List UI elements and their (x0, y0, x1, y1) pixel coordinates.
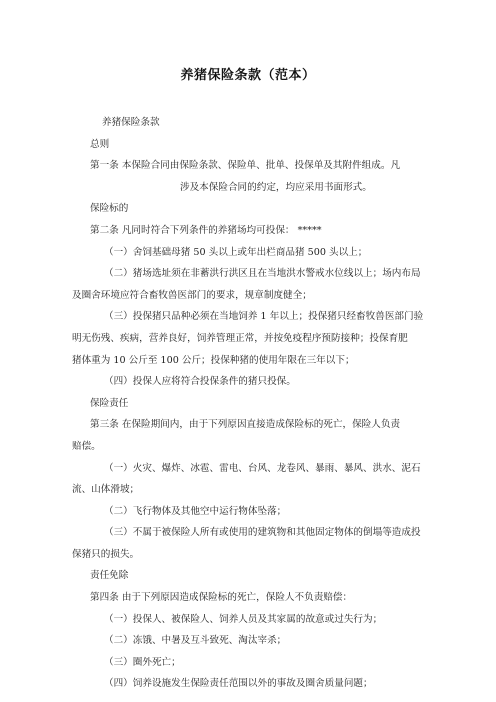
paragraph-article-1-cont-text: 涉及本保险合同的约定，均应采用书面形式。 (180, 181, 372, 193)
list-item-2-3-cont-a: 明无伤残、疾病，营养良好，饲养管理正常，并按免疫程序预防接种；投保育肥 (72, 332, 408, 344)
section-heading-general: 总则 (90, 138, 110, 150)
section-heading-exclusions: 责任免除 (90, 570, 129, 582)
paragraph-heading-clause-name: 养猪保险条款 (102, 117, 160, 128)
list-item-3-2: （二）飞行物体及其他空中运行物体坠落； (104, 505, 287, 517)
document-title: 养猪保险条款（范本） (180, 68, 316, 83)
list-item-3-3: （三）不属于被保险人所有或使用的建筑物和其他固定物体的倒塌等造成投 (104, 527, 421, 539)
list-item-2-2-cont: 及圈舍环境应符合畜牧兽医部门的要求，规章制度健全； (72, 289, 312, 301)
list-item-3-1: （一）火灾、爆炸、冰雹、雷电、台风、龙卷风、暴雨、暴风、洪水、泥石 (104, 462, 421, 474)
paragraph-article-3: 第三条 在保险期间内，由于下列原因直接造成保险标的死亡，保险人负责 (90, 419, 401, 431)
section-heading-liability: 保险责任 (90, 397, 129, 409)
section-heading-insured-subject: 保险标的 (90, 203, 129, 215)
list-item-3-1-cont: 流、山体滑坡； (72, 484, 140, 496)
paragraph-article-1-cont (90, 177, 420, 199)
list-item-2-2: （二）猪场选址须在非蓄洪行洪区且在当地洪水警戒水位线以上；场内布局 (104, 268, 421, 280)
list-item-2-3-cont-b: 猪体重为 10 公斤至 100 公斤；投保种猪的使用年限在三年以下； (72, 354, 355, 366)
document-body (72, 112, 424, 695)
paragraph-article-2: 第二条 凡同时符合下列条件的养猪场均可投保： ***** (90, 224, 322, 236)
paragraph-article-4: 第四条 由于下列原因造成保险标的死亡，保险人不负责赔偿： (90, 592, 353, 604)
paragraph-article-3-cont: 赔偿。 (72, 440, 101, 452)
list-item-2-3: （三）投保猪只品种必须在当地饲养 1 年以上；投保猪只经畜牧兽医部门验 (104, 311, 424, 323)
list-item-4-2: （二）冻饿、中暑及互斗致死、淘汰宰杀； (104, 635, 287, 647)
list-item-2-4: （四）投保人应将符合投保条件的猪只投保。 (104, 376, 296, 388)
list-item-4-4: （四）饲养设施发生保险责任范围以外的事故及圈舍质量问题； (104, 678, 373, 690)
list-item-3-3-cont: 保猪只的损失。 (72, 548, 140, 560)
paragraph-article-1: 第一条 本保险合同由保险条款、保险单、批单、投保单及其附件组成。凡 (90, 160, 401, 172)
list-item-4-1: （一）投保人、被保险人、饲养人员及其家属的故意或过失行为； (104, 613, 383, 625)
list-item-2-1: （一）舍饲基础母猪 50 头以上或年出栏商品猪 500 头以上； (104, 246, 368, 258)
list-item-4-3: （三）圈外死亡； (104, 656, 181, 668)
